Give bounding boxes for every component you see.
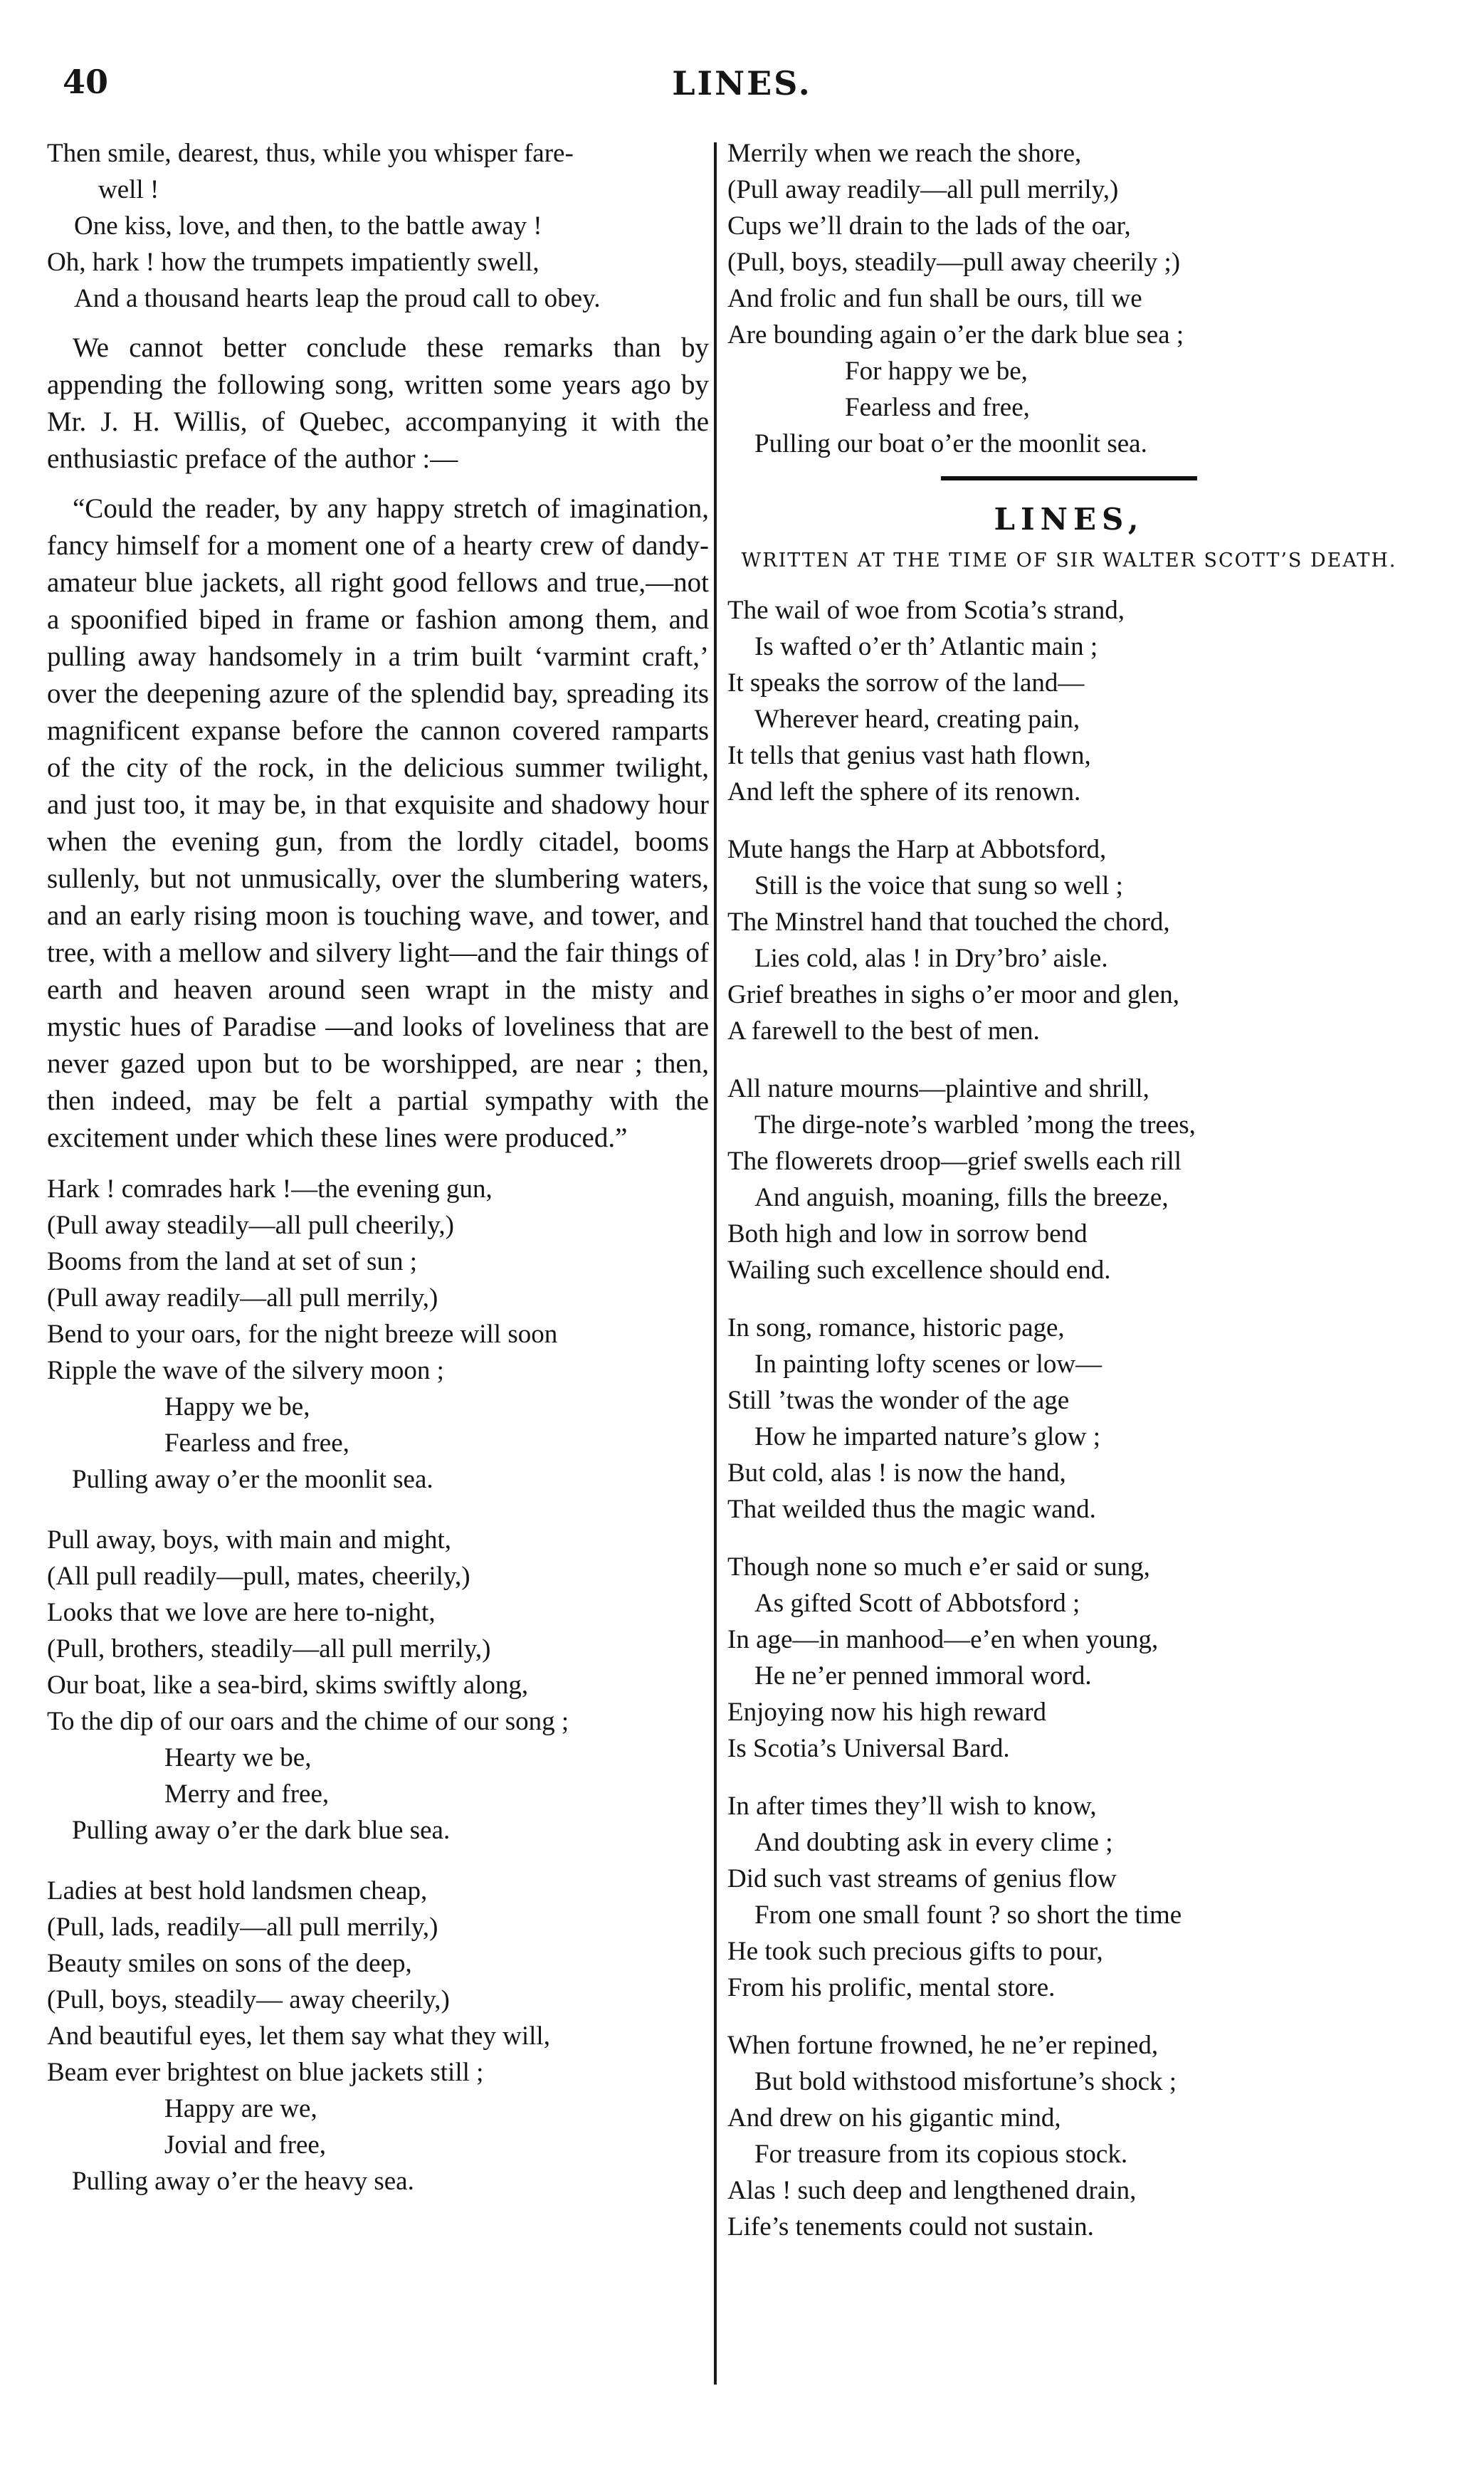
verse-line: Booms from the land at set of sun ; (47, 1247, 417, 1276)
verse-line: The wail of woe from Scotia’s strand, (727, 596, 1125, 625)
verse-line: Hearty we be, (164, 1743, 312, 1772)
verse-line: Pulling away o’er the dark blue sea. (72, 1816, 451, 1845)
verse-line: Is Scotia’s Universal Bard. (727, 1734, 1010, 1763)
poem-title: LINES, (994, 502, 1144, 537)
verse-line: Beauty smiles on sons of the deep, (47, 1949, 412, 1978)
verse-line: (Pull, boys, steadily—pull away cheerily ;) (727, 248, 1181, 277)
song-stanza (47, 1171, 709, 1498)
verse-line: Did such vast streams of genius flow (727, 1864, 1117, 1893)
verse-line: (Pull away readily—all pull merrily,) (47, 1283, 438, 1313)
prose-block (47, 330, 709, 1157)
verse-line: Happy we be, (164, 1392, 310, 1421)
verse-line: Jovial and free, (164, 2130, 327, 2160)
verse-line: Pulling away o’er the heavy sea. (72, 2167, 414, 2196)
verse-line: And drew on his gigantic mind, (727, 2103, 1061, 2133)
verse-line: Then smile, dearest, thus, while you whisper fare- (47, 139, 574, 168)
verse-line: In age—in manhood—e’en when young, (727, 1625, 1159, 1654)
verse-line: How he imparted nature’s glow ; (754, 1422, 1101, 1451)
verse-line: The dirge-note’s warbled ’mong the trees, (754, 1110, 1196, 1140)
verse-line: All nature mourns—plaintive and shrill, (727, 1074, 1149, 1103)
verse-line: Are bounding again o’er the dark blue sea ; (727, 320, 1184, 349)
verse-line: And anguish, moaning, fills the breeze, (754, 1183, 1169, 1212)
section-rule (941, 476, 1197, 480)
verse-line: (Pull, boys, steadily— away cheerily,) (47, 1985, 450, 2014)
verse-line: In song, romance, historic page, (727, 1313, 1065, 1342)
verse-line: Grief breathes in sighs o’er moor and glen, (727, 980, 1179, 1009)
verse-line: (Pull, brothers, steadily—all pull merrily,) (47, 1634, 491, 1663)
verse-line: Alas ! such deep and lengthened drain, (727, 2176, 1137, 2205)
verse-line: Though none so much e’er said or sung, (727, 1552, 1150, 1582)
poem-stanza (727, 831, 1411, 1049)
verse-line: well ! (98, 175, 159, 204)
verse-line: Wailing such excellence should end. (727, 1256, 1111, 1285)
verse-line: Still is the voice that sung so well ; (754, 871, 1123, 900)
verse-line: Fearless and free, (164, 1429, 349, 1458)
verse-line: (Pull, lads, readily—all pull merrily,) (47, 1913, 438, 1942)
verse-line: And a thousand hearts leap the proud call to obey. (74, 284, 601, 313)
song-final-stanza (727, 135, 1411, 462)
verse-line: One kiss, love, and then, to the battle away ! (74, 211, 542, 241)
poem (727, 592, 1411, 2245)
verse-line: He took such precious gifts to pour, (727, 1937, 1103, 1966)
song-stanza (47, 1522, 709, 1849)
verse-line: A farewell to the best of men. (727, 1016, 1040, 1046)
poem-stanza (727, 1549, 1411, 1767)
verse-line: And doubting ask in every clime ; (754, 1828, 1113, 1857)
verse-line: Cups we’ll drain to the lads of the oar, (727, 211, 1131, 241)
verse-line: But bold withstood misfortune’s shock ; (754, 2067, 1177, 2096)
verse-line: Pulling our boat o’er the moonlit sea. (754, 429, 1147, 458)
verse-line: As gifted Scott of Abbotsford ; (754, 1589, 1080, 1618)
verse-line: Life’s tenements could not sustain. (727, 2212, 1094, 2241)
verse-line: (Pull away steadily—all pull cheerily,) (47, 1211, 454, 1240)
verse-line: In painting lofty scenes or low— (754, 1350, 1103, 1379)
opening-verse (47, 135, 709, 317)
prose-paragraph: We cannot better conclude these remarks than by appending the following song, written some years ago by Mr. J. H. Willis, of Quebec, accompanying it with the enthusiastic preface of the author :— (47, 332, 709, 474)
verse-line: Hark ! comrades hark !—the evening gun, (47, 1174, 493, 1204)
verse-line: (Pull away readily—all pull merrily,) (727, 175, 1119, 204)
verse-line: And frolic and fun shall be ours, till we (727, 284, 1142, 313)
verse-line: Is wafted o’er th’ Atlantic main ; (754, 632, 1098, 661)
verse-line: Fearless and free, (845, 393, 1030, 422)
verse-line: It tells that genius vast hath flown, (727, 741, 1091, 770)
song (47, 1171, 709, 2199)
poem-stanza (727, 1788, 1411, 2006)
verse-line: Enjoying now his high reward (727, 1698, 1047, 1727)
verse-line: Mute hangs the Harp at Abbotsford, (727, 835, 1107, 864)
verse-line: Lies cold, alas ! in Dry’bro’ aisle. (754, 944, 1108, 973)
poem-stanza (727, 1310, 1411, 1528)
verse-line: Ladies at best hold landsmen cheap, (47, 1876, 428, 1905)
running-head: LINES. (672, 64, 812, 102)
verse-line: That weilded thus the magic wand. (727, 1495, 1096, 1524)
verse-line: But cold, alas ! is now the hand, (727, 1458, 1066, 1488)
verse-line: From one small fount ? so short the time (754, 1900, 1182, 1930)
verse-line: The flowerets droop—grief swells each rill (727, 1147, 1182, 1176)
verse-line: Oh, hark ! how the trumpets impatiently swell, (47, 248, 540, 277)
column-divider (714, 142, 717, 2385)
prose-paragraph: “Could the reader, by any happy stretch of imagination, fancy himself for a moment one of a hearty crew of dandy-amateur blue jackets, all right good fellows and true,—not a spoonified biped in frame or fashion among them, and pulling away handsomely in a trim built ‘varmint craft,’ over the deepening azure of the splendid bay, spreading its magnificent expanse before the cannon covered ramparts of the city of the rock, in the delicious summer twilight, and just too, it may be, in that exquisite and shadowy hour when the evening gun, from the lordly citadel, booms sullenly, but not unmusically, over the slumbering waters, and an early rising moon is touching wave, and tower, and tree, with a mellow and silvery light—and the fair things of earth and heaven around seen wrapt in the misty and mystic hues of Paradise —and looks of loveliness that are never gazed upon but to be worshipped, are near ; then, then indeed, may be felt a partial sympathy with the excitement under which these lines were produced.” (47, 493, 709, 1153)
verse-line: Still ’twas the wonder of the age (727, 1386, 1070, 1415)
verse-line: To the dip of our oars and the chime of our song ; (47, 1707, 569, 1736)
verse-line: Our boat, like a sea-bird, skims swiftly along, (47, 1671, 529, 1700)
right-column (727, 135, 1411, 2266)
verse-line: Pulling away o’er the moonlit sea. (72, 1465, 433, 1494)
verse-line: It speaks the sorrow of the land— (727, 668, 1085, 698)
verse-line: And beautiful eyes, let them say what they will, (47, 2022, 550, 2051)
verse-line: Ripple the wave of the silvery moon ; (47, 1356, 444, 1385)
verse-line: Bend to your oars, for the night breeze will soon (47, 1320, 558, 1349)
verse-line: (All pull readily—pull, mates, cheerily,) (47, 1562, 470, 1591)
page-number: 40 (63, 63, 109, 101)
verse-line: Happy are we, (164, 2094, 317, 2123)
verse-line: Wherever heard, creating pain, (754, 705, 1080, 734)
poem-stanza (727, 592, 1411, 810)
verse-line: The Minstrel hand that touched the chord, (727, 908, 1170, 937)
verse-line: Both high and low in sorrow bend (727, 1219, 1088, 1248)
left-column (47, 135, 709, 2224)
verse-line: And left the sphere of its renown. (727, 777, 1081, 806)
song-stanza (47, 1873, 709, 2199)
verse-line: When fortune frowned, he ne’er repined, (727, 2031, 1159, 2060)
verse-line: Beam ever brightest on blue jackets still ; (47, 2058, 484, 2087)
poem-stanza (727, 2027, 1411, 2245)
verse-line: Pull away, boys, with main and might, (47, 1525, 451, 1555)
verse-line: For treasure from its copious stock. (754, 2140, 1128, 2169)
verse-line: Merrily when we reach the shore, (727, 139, 1082, 168)
verse-line: He ne’er penned immoral word. (754, 1661, 1092, 1691)
page-header (0, 63, 1484, 112)
verse-line: Looks that we love are here to-night, (47, 1598, 436, 1627)
verse-line: From his prolific, mental store. (727, 1973, 1056, 2002)
poem-stanza (727, 1071, 1411, 1288)
verse-line: For happy we be, (845, 357, 1028, 386)
poem-subtitle: WRITTEN AT THE TIME OF SIR WALTER SCOTT’S DEATH. (741, 550, 1397, 572)
verse-line: Merry and free, (164, 1779, 330, 1809)
verse-line: In after times they’ll wish to know, (727, 1792, 1097, 1821)
